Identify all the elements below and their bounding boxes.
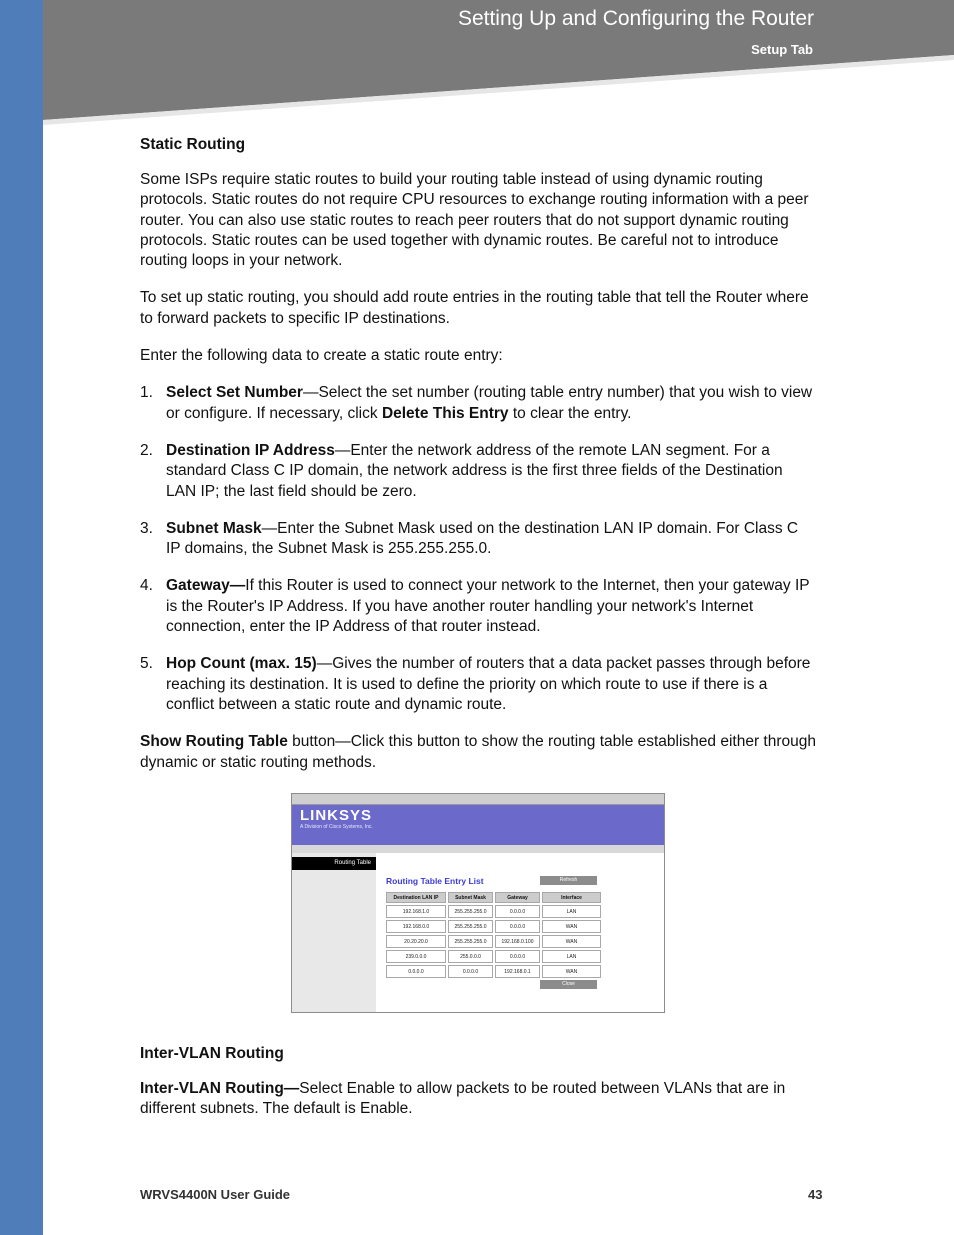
- column-header: Gateway: [495, 892, 540, 903]
- static-routing-heading: Static Routing: [140, 136, 246, 153]
- main-content: [140, 134, 816, 773]
- linksys-logo-subtitle: A Division of Cisco Systems, Inc.: [300, 824, 373, 830]
- linksys-logo: LINKSYS: [300, 807, 373, 824]
- inter-vlan-heading: Inter-VLAN Routing: [140, 1045, 284, 1062]
- table-row: 192.168.0.0 255.255.255.0 0.0.0.0 WAN: [386, 920, 601, 933]
- list-item: 5. Hop Count (max. 15)—Gives the number of routers that a data packet passes through before reaching its destination. It is used to define the priority on which route to use if there is a conflict between a static route and dynamic route.: [140, 655, 811, 713]
- table-row: 0.0.0.0 0.0.0.0 192.168.0.1 WAN: [386, 965, 601, 978]
- column-header: Destination LAN IP: [386, 892, 446, 903]
- screenshot-strip: [292, 845, 664, 853]
- screenshot-top-bar: [292, 794, 664, 805]
- table-row: 192.168.1.0 255.255.255.0 0.0.0.0 LAN: [386, 905, 601, 918]
- header-title: Setting Up and Configuring the Router: [457, 7, 814, 30]
- list-item: 2. Destination IP Address—Enter the network address of the remote LAN segment. For a standard Class C IP domain, the network address is the first three fields of the Destination LAN IP; the last field should be zero.: [140, 441, 783, 500]
- left-color-bar: [0, 0, 43, 1235]
- routing-table-screenshot: [291, 793, 665, 1013]
- show-routing-table-para: Show Routing Table button—Click this button to show the routing table established either through dynamic or static routing methods.: [140, 733, 816, 771]
- list-item: 3. Subnet Mask—Enter the Subnet Mask used on the destination LAN IP domain. For Class C IP domains, the Subnet Mask is 255.255.255.0.: [140, 519, 799, 558]
- close-button[interactable]: Close: [540, 980, 597, 989]
- routing-table-list-title: Routing Table Entry List: [386, 876, 484, 886]
- routing-table: [384, 890, 603, 980]
- inter-vlan-para: Inter-VLAN Routing—Select Enable to allow packets to be routed between VLANs that are in different subnets. The default is Enable.: [140, 1080, 786, 1118]
- nav-item-routing-table[interactable]: Routing Table: [292, 857, 376, 870]
- table-header-row: [386, 892, 601, 903]
- screenshot-sidebar: [292, 853, 376, 1012]
- header-subtitle: Setup Tab: [751, 42, 813, 57]
- static-routing-para-2: To set up static routing, you should add route entries in the routing table that tell the Router where to forward packets to specific IP destinations.: [140, 289, 809, 327]
- footer-page-number: 43: [808, 1187, 823, 1202]
- list-item: 4. Gateway—If this Router is used to connect your network to the Internet, then your gateway IP is the Router's IP Address. If you have another router handling your network's Internet connection, enter the IP Address of that router instead.: [140, 577, 810, 636]
- refresh-button[interactable]: Refresh: [540, 876, 597, 885]
- footer-guide-title: WRVS4400N User Guide: [140, 1187, 291, 1202]
- table-row: 239.0.0.0 255.0.0.0 0.0.0.0 LAN: [386, 950, 601, 963]
- static-routing-para-1: Some ISPs require static routes to build your routing table instead of using dynamic routing protocols. Static routes do not require CPU resources to exchange routing information with a peer router. You can also use static routes to reach peer routers that do not support dynamic routing protocols. Static routes can be used together with dynamic routes. Be careful not to introduce routing loops in your network.: [140, 171, 809, 270]
- table-row: 20.20.20.0 255.255.255.0 192.168.0.100 WAN: [386, 935, 601, 948]
- list-item: 1. Select Set Number—Select the set number (routing table entry number) that you wish to view or configure. If necessary, click Delete This Entry to clear the entry.: [140, 384, 813, 422]
- column-header: Interface: [542, 892, 601, 903]
- static-route-field-list: [140, 383, 816, 715]
- inter-vlan-section: [140, 1043, 816, 1120]
- static-routing-para-3: Enter the following data to create a static route entry:: [140, 347, 503, 365]
- screenshot-brand-bar: [292, 805, 664, 845]
- column-header: Subnet Mask: [448, 892, 493, 903]
